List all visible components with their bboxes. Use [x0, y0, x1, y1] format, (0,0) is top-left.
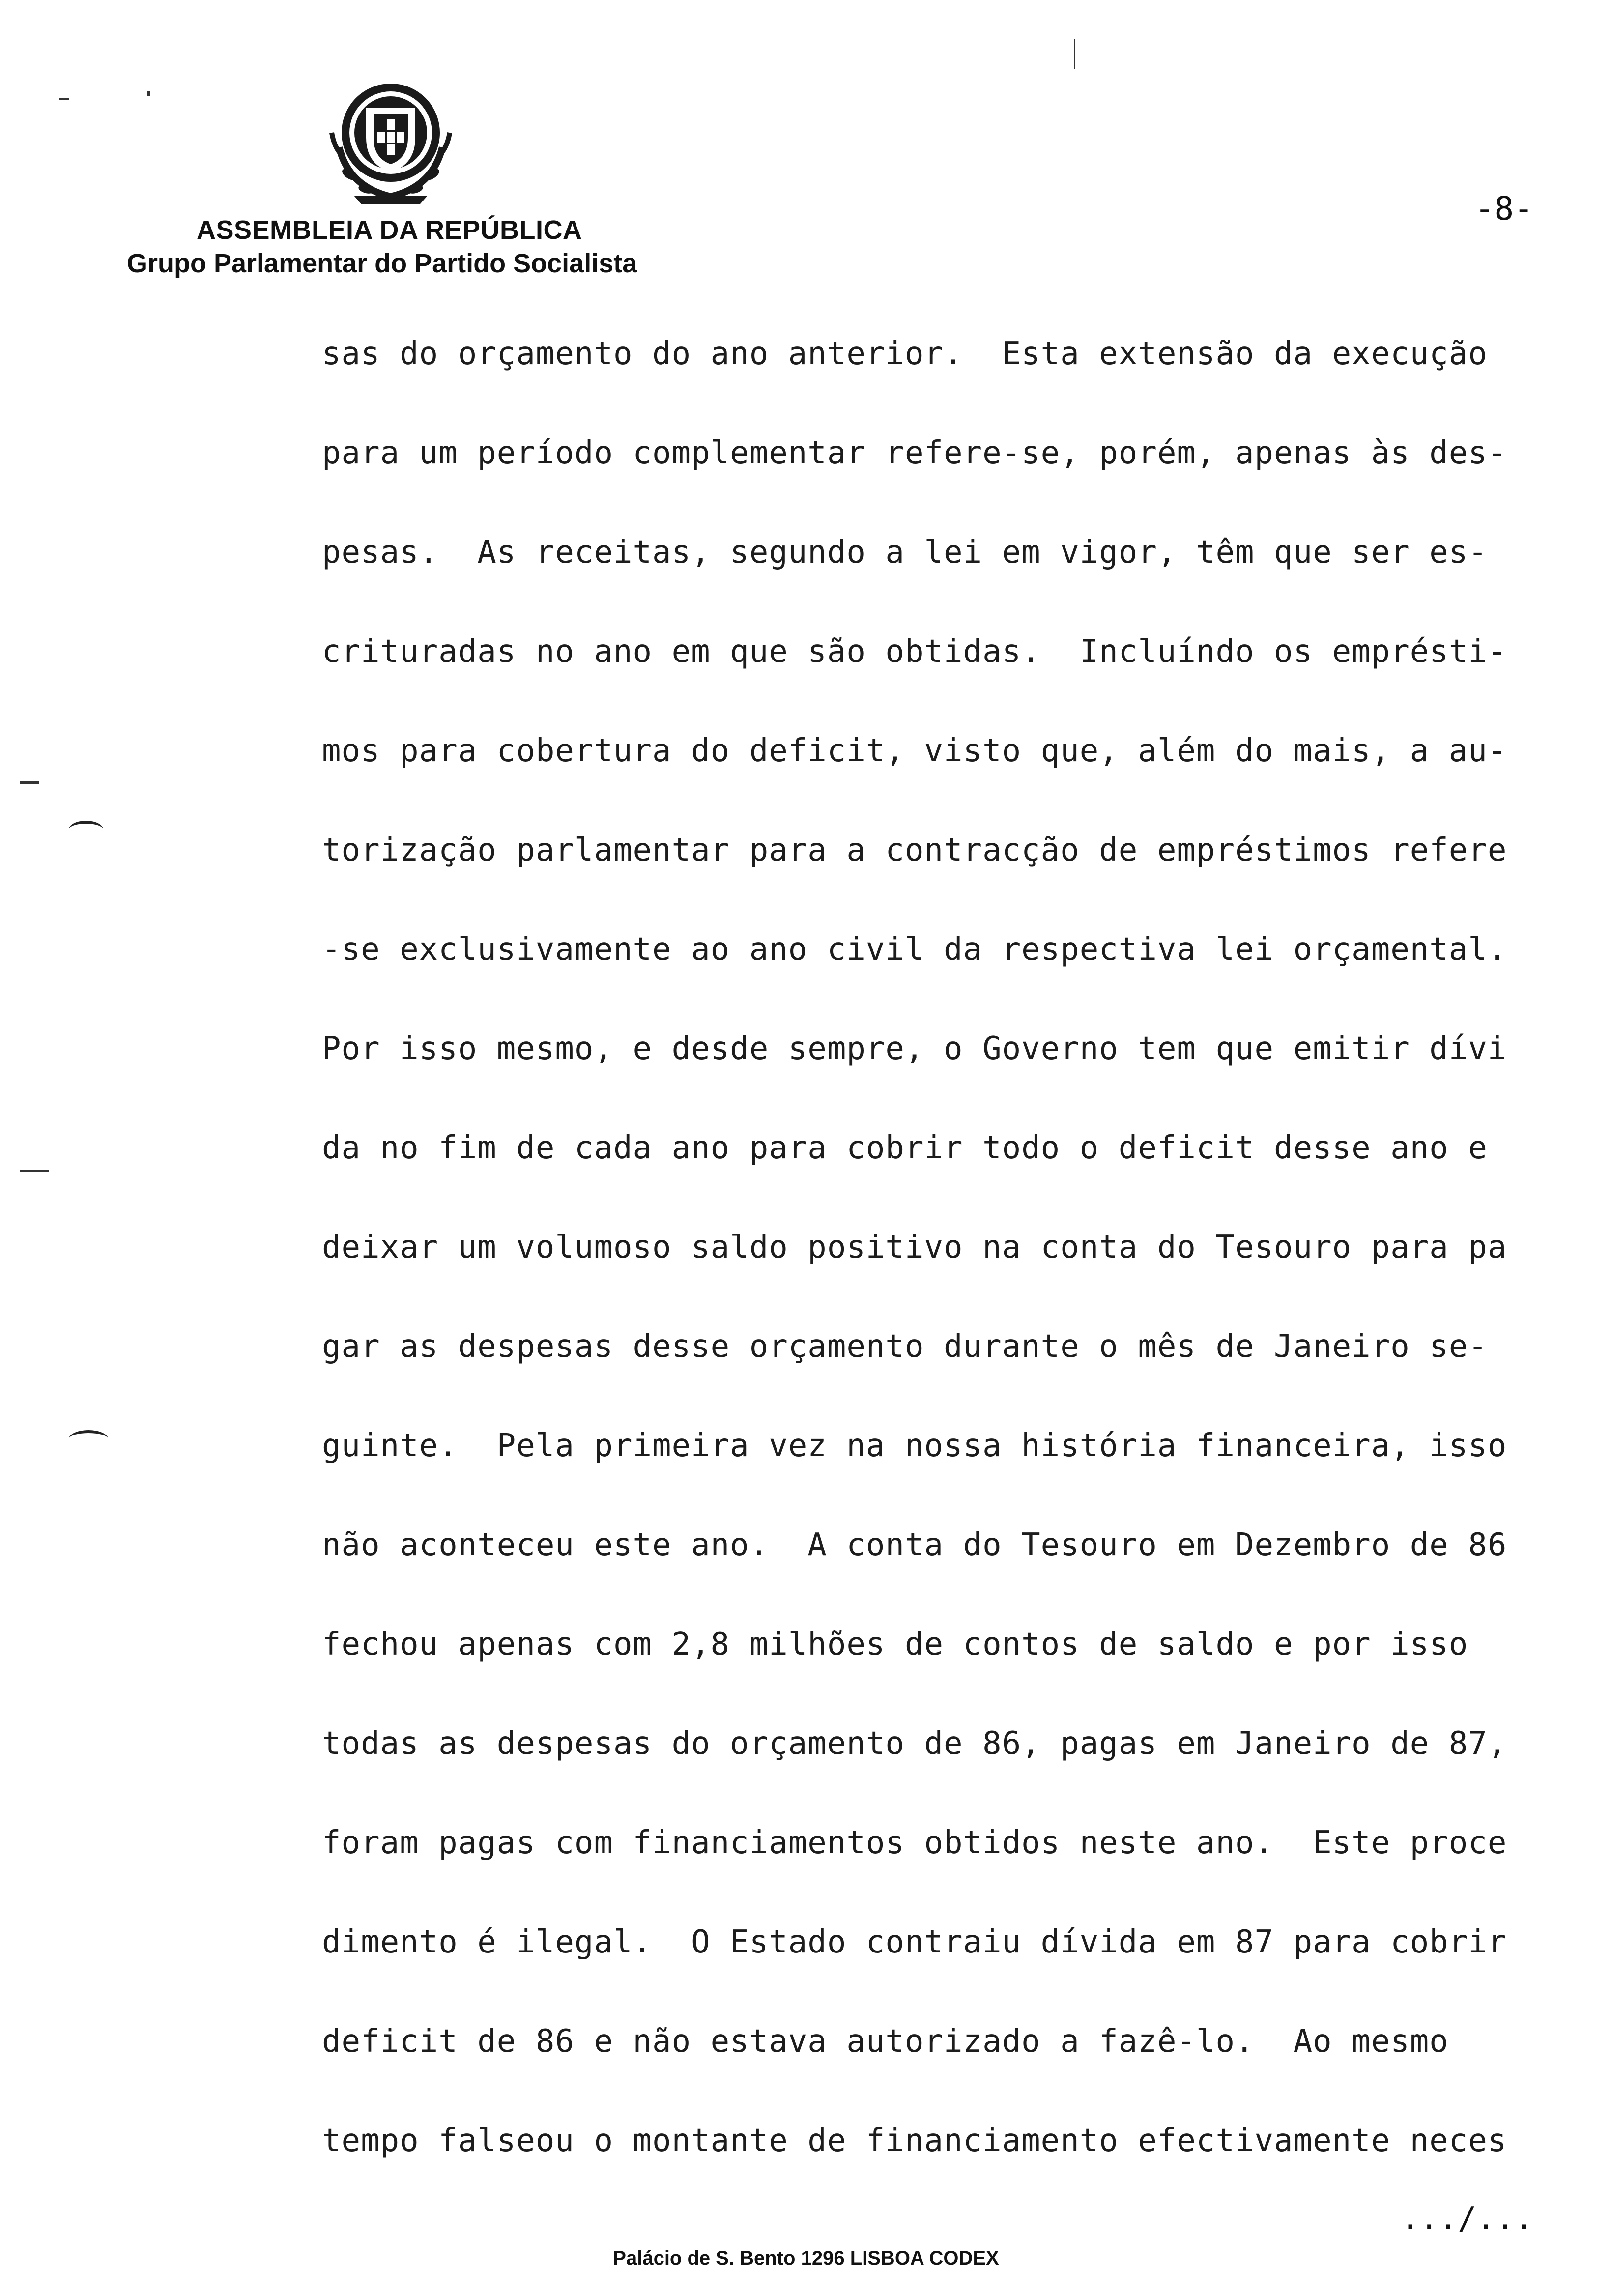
parliamentary-group-name: Grupo Parlamentar do Partido Socialista [127, 249, 637, 278]
text-line: sas do orçamento do ano anterior. Esta extensão da execução [322, 336, 1488, 372]
text-line: todas as despesas do orçamento de 86, pagas em Janeiro de 87, [322, 1725, 1507, 1762]
text-line: tempo falseou o montante de financiamento efectivamente neces [322, 2123, 1507, 2159]
scan-mark [1074, 39, 1075, 69]
institution-name: ASSEMBLEIA DA REPÚBLICA [197, 215, 582, 245]
text-line: para um período complementar refere-se, porém, apenas às des- [322, 435, 1507, 471]
text-line: pesas. As receitas, segundo a lei em vigor, têm que ser es- [322, 534, 1488, 571]
body-text [322, 329, 1531, 2215]
text-line: -se exclusivamente ao ano civil da respectiva lei orçamental. [322, 931, 1507, 968]
scan-mark [147, 91, 150, 96]
text-line: foram pagas com financiamentos obtidos neste ano. Este proce [322, 1825, 1507, 1861]
footer-address: Palácio de S. Bento 1296 LISBOA CODEX [613, 2247, 999, 2269]
scan-mark [69, 821, 103, 838]
text-line: torização parlamentar para a contracção de empréstimos refere [322, 832, 1507, 868]
text-line: dimento é ilegal. O Estado contraiu dívida em 87 para cobrir [322, 1924, 1507, 1960]
scan-mark [20, 1170, 49, 1172]
text-line: deficit de 86 e não estava autorizado a fazê-lo. Ao mesmo [322, 2023, 1449, 2060]
text-line: Por isso mesmo, e desde sempre, o Governo tem que emitir dívi [322, 1031, 1507, 1067]
text-line: mos para cobertura do deficit, visto que, além do mais, a au- [322, 733, 1507, 769]
text-line: gar as despesas desse orçamento durante o mês de Janeiro se- [322, 1328, 1488, 1365]
text-line: da no fim de cada ano para cobrir todo o deficit desse ano e [322, 1130, 1488, 1166]
continuation-marker: .../... [1401, 2201, 1533, 2237]
text-line: guinte. Pela primeira vez na nossa história financeira, isso [322, 1428, 1507, 1464]
text-line: deixar um volumoso saldo positivo na conta do Tesouro para pa [322, 1229, 1507, 1265]
text-line: fechou apenas com 2,8 milhões de contos de saldo e por isso [322, 1626, 1468, 1663]
page-number: -8- [1474, 190, 1533, 228]
text-line: crituradas no ano em que são obtidas. Incluíndo os emprésti- [322, 633, 1507, 670]
scan-mark [69, 1430, 108, 1448]
portuguese-republic-coat-of-arms-icon [319, 74, 462, 206]
text-line: não aconteceu este ano. A conta do Tesouro em Dezembro de 86 [322, 1527, 1507, 1563]
scan-mark [20, 781, 39, 784]
scan-mark [59, 98, 69, 100]
